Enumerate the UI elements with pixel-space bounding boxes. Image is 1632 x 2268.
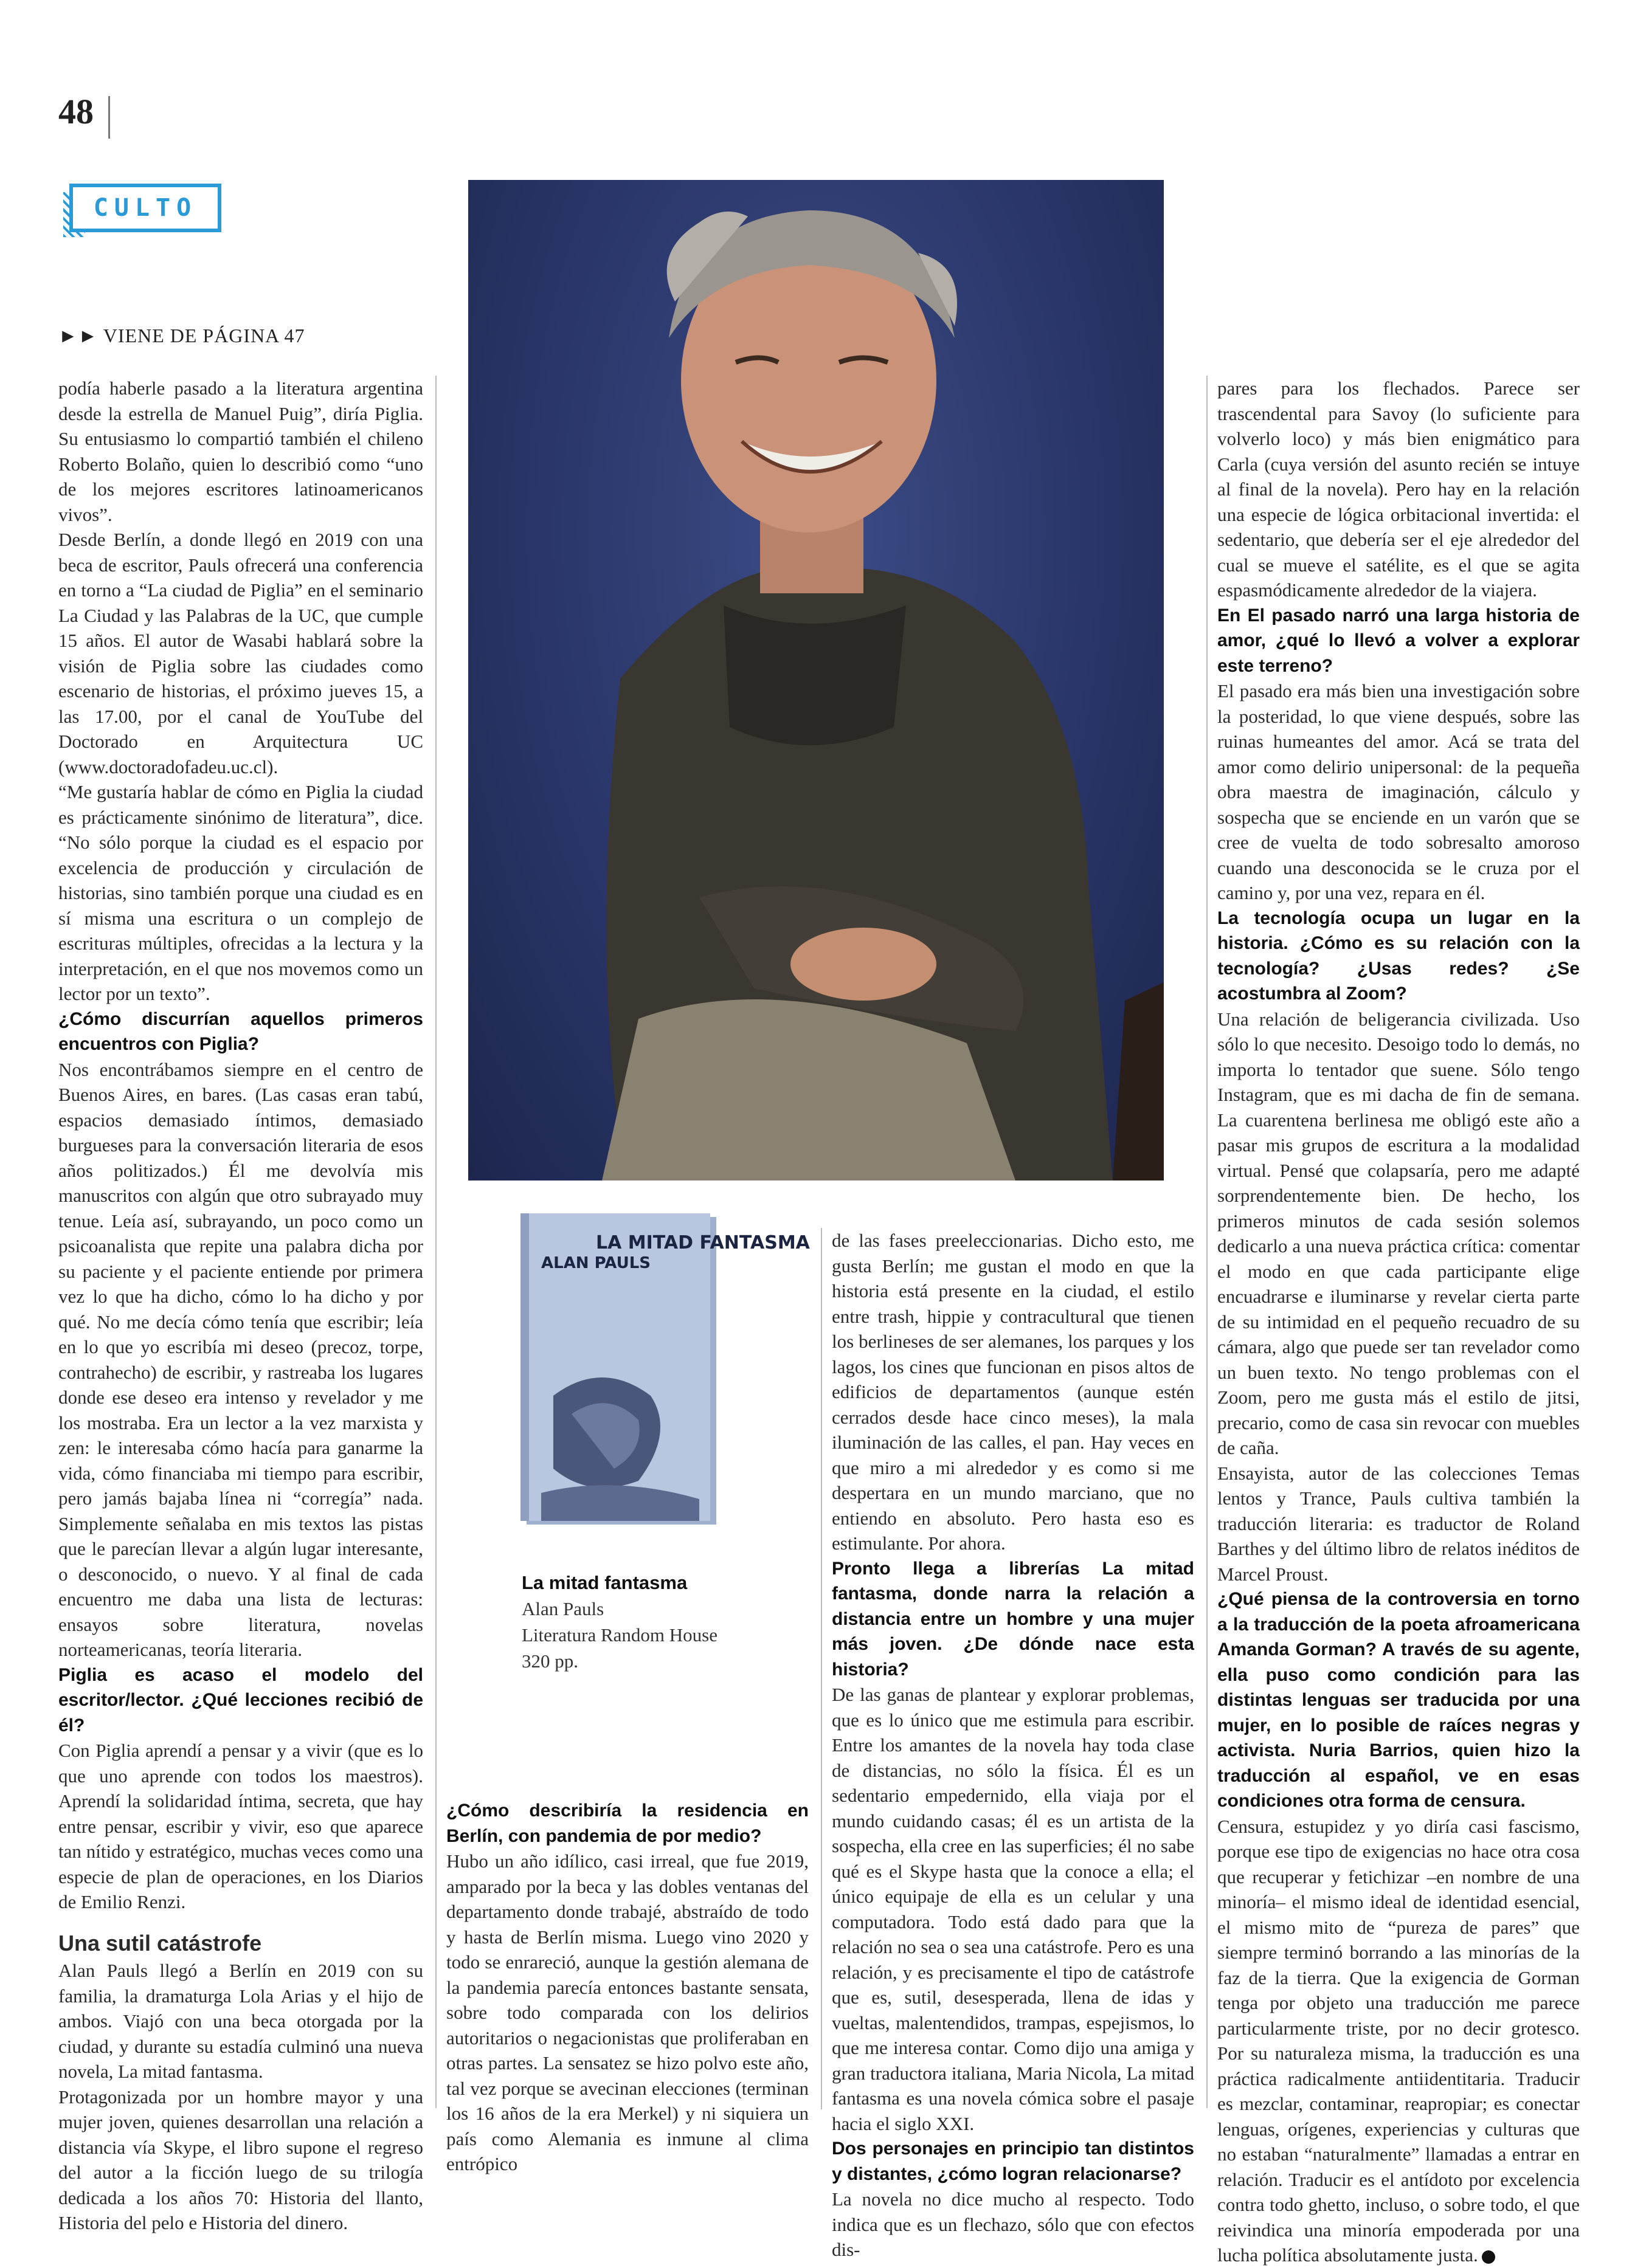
body-paragraph: de las fases preeleccionarias. Dicho esto, me gusta Berlín; me gustan el modo en que la historia está presente en la ciudad, el estilo entre trash, hippie y contracultural que tienen los berlineses de ser alemanes, los parques y los lagos, los cines que funcionan en pisos altos de edificios de departamentos (aunque estén cerrados desde hace cinco meses), la mala iluminación de las calles, el pan. Hay veces en que miro a mi alrededor y es como si me despertara en un mundo marciano, que no entiendo en absoluto. Pero hasta eso es estimulante. Por ahora.	[832, 1230, 1194, 1554]
section-logo	[63, 184, 221, 237]
book-caption-publisher: Literatura Random House	[522, 1624, 717, 1646]
section-label: CULTO	[93, 194, 198, 222]
body-paragraph: Una relación de beligerancia civilizada. Uso sólo lo que necesito. Desoigo todo lo demás, no importa lo tentador que suene. Sólo tengo Instagram, que es mi dacha de fin de semana. La cuarentena berlinesa me obligó este año a pasar mis grupos de escritura a la modalidad virtual. Pensé que colapsaría, pero me adapté sorprendentemente bien. De hecho, los primeros minutos de cada sesión solemos dedicarlo a una nueva práctica crítica: comentar el modo en que cada participante elige encuadrarse e iluminarse y revelar cierta parte de su intimidad en el pequeño recuadro de su cámara, algo que puede ser tan revelador como un buen texto. No tengo problemas con el Zoom, pero me gusta más el estilo de jitsi, precario, como de casa sin revocar con muebles de caña.	[1217, 1008, 1580, 1458]
article-column-3	[832, 1228, 1194, 2263]
article-column-4	[1217, 376, 1580, 2268]
book-cover-image	[517, 1213, 810, 1528]
body-paragraph: pares para los flechados. Parece ser trascendental para Savoy (lo suficiente para volverlo loco) y más bien enigmático para Carla (cuya versión del asunto recién se intuye al final de la novela). Pero hay en la relación una especie de lógica orbitacional invertida: el sedentario, que debería ser el eje alrededor del cual se mueve el satélite, es el que se agita espasmódicamente alrededor de la viajera.	[1217, 377, 1580, 601]
book-caption-author: Alan Pauls	[522, 1598, 604, 1619]
body-paragraph: Nos encontrábamos siempre en el centro de Buenos Aires, en bares. (Las casas eran tabú, espacios demasiado íntimos, demasiado burgueses para la conversación literaria de esos años politizados.) Él me devolvía mis manuscritos con algún que otro subrayado muy tenue. Leía así, subrayando, un poco como un psicoanalista que repite una palabra dicha por su paciente y el paciente entiende por primera vez lo que ha dicho, cómo lo ha dicho y por qué. No me decía cómo tenía que escribir; leía en lo que yo escribía mi deseo (precoz, torpe, contrahecho) de escribir, y rastreaba los lugares donde ese deseo era intenso y revelador y me los mostraba. Era un lector a la vez marxista y zen: le interesaba cómo hacía para ganarme la vida, cómo financiaba mi tiempo para escribir, pero jamás bajaba línea ni “corregía” nada. Simplemente señalaba en mis textos las pistas que le parecían llevar a algún lugar interesante, o desconocido, o nuevo. Y al final de cada encuentro me daba una lista de lecturas: ensayos sobre literatura, novelas norteamericanas, teoría literaria.	[58, 1058, 423, 1660]
end-of-article-icon	[1482, 2250, 1495, 2264]
book-caption	[522, 1570, 717, 1674]
body-paragraph: “Me gustaría hablar de cómo en Piglia la ciudad es prácticamente sinónimo de literatura”, dice. “No sólo porque la ciudad es el espacio por excelencia de producción y circulación de historias, sino también porque una ciudad es en sí misma una escritura o un complejo de escrituras múltiples, ofrecidas a la lectura y la interpretación, en el que nos movemos como un lector por un texto”.	[58, 781, 423, 1004]
section-logo-box	[69, 184, 221, 232]
column-rule-3	[1206, 376, 1208, 2108]
book-caption-title: La mitad fantasma	[522, 1572, 688, 1593]
interview-question: Piglia es acaso el modelo del escritor/lector. ¿Qué lecciones recibió de él?	[58, 1664, 423, 1735]
column-rule-2	[821, 1228, 822, 2109]
page-number: 48	[58, 92, 94, 131]
interview-question: En El pasado narró una larga historia de amor, ¿qué lo llevó a volver a explorar este terreno?	[1217, 605, 1580, 676]
book-cover-author: ALAN PAULS	[541, 1254, 651, 1272]
interview-question: Dos personajes en principio tan distintos y distantes, ¿cómo logran relacionarse?	[832, 2139, 1194, 2184]
interview-question: ¿Qué piensa de la controversia en torno a la traducción de la poeta afroamericana Amanda Gorman? A través de su agente, ella puso como condición para las distintas lenguas ser traducida por una mujer, en lo posible de raíces negras y activista. Nuria Barrios, quien hizo la traducción al español, ve en esas condiciones otra forma de censura.	[1217, 1589, 1580, 1811]
body-paragraph: Alan Pauls llegó a Berlín en 2019 con su familia, la dramaturga Lola Arias y el hijo de ambos. Viajó con una beca otorgada por la ciudad, y durante su estadía culminó una nueva novela, La mitad fantasma.	[58, 1960, 423, 2082]
author-portrait-illustration	[468, 180, 1164, 1181]
interview-question: La tecnología ocupa un lugar en la historia. ¿Cómo es su relación con la tecnología? ¿Usas redes? ¿Se acostumbra al Zoom?	[1217, 908, 1580, 1004]
subheading: Una sutil catástrofe	[58, 1930, 262, 1956]
body-paragraph: Hubo un año idílico, casi irreal, que fue 2019, amparado por la beca y las dobles ventanas del departamento donde trabajé, abstraído de todo y hasta de Berlín misma. Luego vino 2020 y todo se enrareció, aunque la gestión alemana de la pandemia parecía entonces bastante sensata, sobre todo comparada con los delirios autoritarios o negacionistas que proliferaban en otras partes. La sensatez se hizo polvo este año, tal vez porque se avecinan elecciones (terminan los 16 años de la era Merkel) y ni siquiera un país como Alemania es inmune al clima entrópico	[446, 1850, 809, 2174]
body-paragraph: Censura, estupidez y yo diría casi fascismo, porque ese tipo de exigencias no hace otra cosa que recuperar y fetichizar –en nombre de una minoría– el mismo ideal de identidad esencial, el mismo mito de “pureza de pares” que siempre terminó borrando a las minorías de la faz de la tierra. Que la exigencia de Gorman tenga por objeto una traducción me parece particularmente triste, por no decir grotesco. Por su naturaleza misma, la traducción es una práctica radicalmente antiidentitaria. Traducir es mezclar, contaminar, reapropiar; es conectar lenguas, orígenes, experiencias y culturas que no estaban “naturalmente” llamadas a entrar en relación. Traducir es el antídoto por excelencia contra todo ghetto, incluso, o sobre todo, el que reivindica una minoría empoderada por una lucha política absolutamente justa.	[1217, 1815, 1580, 2266]
article-column-2	[446, 1798, 809, 2177]
book-cover-title: LA MITAD FANTASMA	[596, 1232, 810, 1253]
body-paragraph: La novela no dice mucho al respecto. Todo indica que es un flechazo, sólo que con efectos dis-	[832, 2188, 1194, 2260]
body-paragraph: Protagonizada por un hombre mayor y una mujer joven, quienes desarrollan una relación a distancia vía Skype, el libro supone el regreso del autor a la ficción luego de su trilogía dedicada a los años 70: Historia del llanto, Historia del pelo e Historia del dinero.	[58, 2086, 423, 2233]
interview-question: ¿Cómo discurrían aquellos primeros encuentros con Piglia?	[58, 1008, 423, 1054]
body-paragraph: Con Piglia aprendí a pensar y a vivir (que es lo que uno aprende con todos los maestros). Aprendí la solidaridad íntima, secreta, que hay entre pensar, escribir y vivir, eso que aparece tan nítido y estratégico, muchas veces como una especie de plan de operaciones, en los Diarios de Emilio Renzi.	[58, 1740, 423, 1912]
author-photo	[468, 180, 1164, 1181]
body-paragraph: El pasado era más bien una investigación sobre la posteridad, lo que viene después, sobre las ruinas humeantes del amor. Acá se trata del amor como delirio unipersonal: de la pequeña obra maestra de imaginación, cálculo y sospecha que se enciende en un varón que se cree de vuelta de todo sobresalto amoroso cuando una desconocida se le cruza por el camino y, por una vez, repara en él.	[1217, 680, 1580, 903]
book-cover	[517, 1213, 810, 1528]
page-number-divider	[108, 96, 110, 139]
body-paragraph: De las ganas de plantear y explorar problemas, que es lo único que me estimula para escribir. Entre los amantes de la novela hay toda clase de distancias, no sólo la física. Él es un sedentario empedernido, ella viaja por el mundo cuidando casas; él es un artista de la sospecha, ella cree en las superficies; él no sabe qué es el Skype hasta que la conoce a ella; el único equipaje de ella es un celular y una computadora. Todo está dado para que la relación no sea o sea una catástrofe. Pero es una relación, y es precisamente el tipo de catástrofe que es, sutil, desesperada, llena de idas y vueltas, malentendidos, trampas, espejismos, lo que me interesa contar. Como dijo una amiga y gran traductora italiana, Maria Nicola, La mitad fantasma es una novela cómica sobre el pasaje hacia el siglo XXI.	[832, 1684, 1194, 2134]
continued-from-label: ►► VIENE DE PÁGINA 47	[58, 325, 305, 346]
book-caption-pages: 320 pp.	[522, 1650, 578, 1672]
column-rule-1	[435, 376, 437, 2108]
interview-question: Pronto llega a librerías La mitad fantasma, donde narra la relación a distancia entre un hombre y una mujer más joven. ¿De dónde nace esta historia?	[832, 1558, 1194, 1680]
body-paragraph: Desde Berlín, a donde llegó en 2019 con una beca de escritor, Pauls ofrecerá una conferencia en torno a “La ciudad de Piglia” en el seminario La Ciudad y las Palabras de la UC, que cumple 15 años. El autor de Wasabi hablará sobre la visión de Piglia sobre las ciudades como escenario de historias, el próximo jueves 15, a las 17.00, por el canal de YouTube del Doctorado en Arquitectura UC (www.doctoradofadeu.uc.cl).	[58, 529, 423, 777]
article-column-1	[58, 376, 423, 2236]
body-paragraph: Ensayista, autor de las colecciones Temas lentos y Trance, Pauls cultiva también la traducción literaria: es traductor de Roland Barthes y del último libro de relatos inéditos de Marcel Proust.	[1217, 1462, 1580, 1585]
body-paragraph: podía haberle pasado a la literatura argentina desde la estrella de Manuel Puig”, diría Piglia. Su entusiasmo lo compartió también el chileno Roberto Bolaño, quien lo describió como “uno de los mejores escritores latinoamericanos vivos”.	[58, 377, 423, 525]
interview-question: ¿Cómo describiría la residencia en Berlín, con pandemia de por medio?	[446, 1801, 809, 1846]
